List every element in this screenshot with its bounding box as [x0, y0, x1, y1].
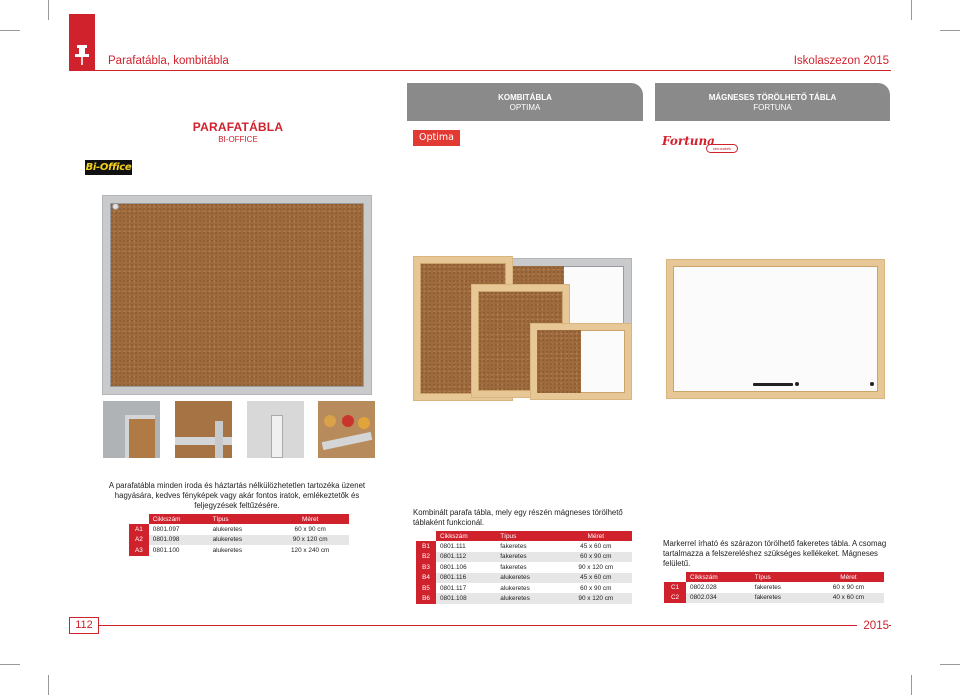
table-header-sku: Cikkszám	[436, 531, 496, 541]
crop-mark	[940, 664, 960, 665]
row-type: alukeretes	[209, 524, 272, 534]
row-sku: 0801.100	[149, 545, 209, 555]
row-size: 60 x 90 cm	[560, 583, 632, 593]
page-number: 112	[69, 617, 99, 634]
row-type: fakeretes	[496, 552, 559, 562]
row-type: alukeretes	[209, 545, 272, 555]
row-size: 60 x 90 cm	[560, 552, 632, 562]
table-header-size: Méret	[271, 514, 349, 524]
row-sku: 0801.116	[436, 573, 496, 583]
section-whiteboard-title: MÁGNESES TÖRÖLHETŐ TÁBLA	[708, 93, 837, 102]
table-header-sku: Cikkszám	[686, 572, 751, 582]
row-code: B1	[416, 541, 436, 551]
crop-mark	[911, 675, 912, 695]
row-code: B4	[416, 573, 436, 583]
bi-office-logo: Bi-Office	[85, 162, 132, 173]
detail-thumbnail	[175, 401, 232, 458]
table-header-sku: Cikkszám	[149, 514, 209, 524]
crop-mark	[48, 0, 49, 20]
row-sku: 0801.111	[436, 541, 496, 551]
row-code: B5	[416, 583, 436, 593]
row-code: A1	[129, 524, 149, 534]
row-type: fakeretes	[751, 593, 813, 603]
table-row	[416, 552, 632, 562]
table-row	[664, 582, 884, 592]
row-code: B3	[416, 562, 436, 572]
crop-mark	[0, 664, 20, 665]
row-size: 120 x 240 cm	[271, 545, 349, 555]
board-corner-screw	[112, 203, 119, 210]
header-rule	[69, 70, 891, 71]
magnet-image	[870, 382, 874, 386]
row-type: fakeretes	[751, 582, 813, 592]
section-whiteboard-brand: FORTUNA	[753, 103, 792, 112]
row-type: fakeretes	[496, 541, 559, 551]
section-cork-brand: BI-OFFICE	[218, 135, 258, 144]
row-size: 90 x 120 cm	[560, 593, 632, 603]
table-header-row	[416, 531, 632, 541]
section-combi-brand: OPTIMA	[509, 103, 541, 112]
row-sku: 0801.117	[436, 583, 496, 593]
footer-year: 2015	[857, 620, 889, 632]
table-header-type: Típus	[751, 572, 813, 582]
fortuna-logo	[662, 132, 738, 156]
section-cork-title: PARAFATÁBLA	[192, 120, 284, 134]
catalog-name: Iskolaszezon 2015	[793, 55, 889, 67]
optima-logo: Optima	[413, 130, 460, 146]
row-type: fakeretes	[496, 562, 559, 572]
row-sku: 0801.097	[149, 524, 209, 534]
table-row	[129, 524, 349, 534]
fortuna-logo-badge: ceruzakék	[706, 144, 738, 153]
table-row	[416, 562, 632, 572]
row-code: A3	[129, 545, 149, 555]
table-row	[664, 593, 884, 603]
marker-image	[753, 383, 793, 386]
cork-spec-table	[129, 514, 349, 556]
table-row	[416, 583, 632, 593]
table-header-size: Méret	[813, 572, 884, 582]
crop-mark	[0, 30, 20, 31]
section-whiteboard-header	[655, 83, 890, 121]
table-header-size: Méret	[560, 531, 632, 541]
section-cork-description: A parafatábla minden iroda és háztartás nélkülözhetetlen tartozéka üzenet hagyására, kedves fényképek vagy akár fontos iratok, emlékeztetők és feljegyzések feltűzésére.	[108, 481, 366, 510]
table-row	[416, 593, 632, 603]
section-cork-header	[168, 120, 308, 144]
row-size: 40 x 60 cm	[813, 593, 884, 603]
crop-mark	[48, 675, 49, 695]
cork-board-image	[103, 196, 371, 394]
row-sku: 0801.112	[436, 552, 496, 562]
table-header-code	[129, 514, 149, 524]
row-sku: 0801.106	[436, 562, 496, 572]
row-size: 90 x 120 cm	[560, 562, 632, 572]
section-combi-header	[407, 83, 643, 121]
combi-spec-table	[416, 531, 632, 604]
footer-rule	[99, 625, 891, 626]
table-header-row	[129, 514, 349, 524]
pushpin-icon	[74, 44, 90, 66]
row-size: 60 x 90 cm	[813, 582, 884, 592]
table-header-row	[664, 572, 884, 582]
row-code: B2	[416, 552, 436, 562]
row-type: alukeretes	[496, 573, 559, 583]
section-combi-description: Kombinált parafa tábla, mely egy részén mágneses törölhető táblaként funkcionál.	[413, 508, 623, 527]
detail-thumbnail	[247, 401, 304, 458]
page-title: Parafatábla, kombitábla	[108, 55, 229, 67]
table-header-code	[416, 531, 436, 541]
table-header-type: Típus	[496, 531, 559, 541]
detail-thumbnail	[103, 401, 160, 458]
whiteboard-image	[667, 260, 884, 398]
row-size: 60 x 90 cm	[271, 524, 349, 534]
row-size: 45 x 60 cm	[560, 573, 632, 583]
section-whiteboard-description: Markerrel írható és szárazon törölhető fakeretes tábla. A csomag tartalmazza a felszereléshez szükséges kellékeket. Mágneses felületű.	[663, 539, 887, 568]
row-code: B6	[416, 593, 436, 603]
section-combi-title: KOMBITÁBLA	[498, 93, 552, 102]
row-type: alukeretes	[209, 535, 272, 545]
row-code: C2	[664, 593, 686, 603]
row-sku: 0802.034	[686, 593, 751, 603]
detail-thumbnail	[318, 401, 375, 458]
table-header-code	[664, 572, 686, 582]
fortuna-logo-word: Fortuna	[662, 134, 715, 148]
crop-mark	[940, 30, 960, 31]
crop-mark	[911, 0, 912, 20]
table-row	[129, 535, 349, 545]
row-size: 45 x 60 cm	[560, 541, 632, 551]
row-size: 90 x 120 cm	[271, 535, 349, 545]
table-header-type: Típus	[209, 514, 272, 524]
row-type: alukeretes	[496, 583, 559, 593]
magnet-image	[795, 382, 799, 386]
row-code: A2	[129, 535, 149, 545]
row-type: alukeretes	[496, 593, 559, 603]
header-tab	[69, 14, 95, 70]
row-code: C1	[664, 582, 686, 592]
row-sku: 0801.108	[436, 593, 496, 603]
row-sku: 0802.028	[686, 582, 751, 592]
table-row	[416, 573, 632, 583]
table-row	[416, 541, 632, 551]
combi-board-image	[531, 324, 631, 399]
whiteboard-spec-table	[664, 572, 884, 603]
table-row	[129, 545, 349, 555]
row-sku: 0801.098	[149, 535, 209, 545]
